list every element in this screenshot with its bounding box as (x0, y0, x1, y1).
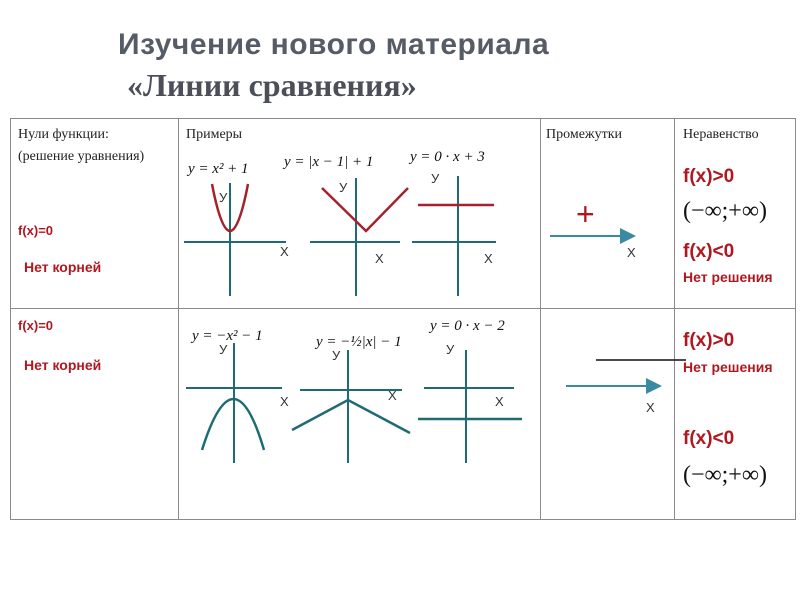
row2-ineq2: f(x)<0 (683, 428, 735, 449)
r1g3-y-label: У (431, 171, 440, 186)
r2g1-y-label: У (219, 342, 228, 357)
header-zeros: Нули функции: (решение уравнения) (18, 127, 145, 164)
row1-ineq2-answer: Нет решения (683, 269, 773, 285)
row2-ineq1: f(x)>0 (683, 330, 735, 351)
r2g2-inverted-v (292, 400, 410, 433)
header-examples: Примеры (186, 127, 243, 142)
comparison-table (10, 118, 796, 520)
row1-formula-1: y = x² + 1 (188, 161, 249, 177)
row1-ineq1-answer: (−∞;+∞) (683, 198, 767, 224)
r1g3-x-label: Х (484, 251, 493, 266)
r2-interval-x-label: Х (646, 400, 655, 415)
r1g2-x-label: Х (375, 251, 384, 266)
row2-result: Нет корней (24, 357, 102, 373)
row2-ineq2-answer: (−∞;+∞) (683, 462, 767, 488)
r2g3-y-label: У (446, 342, 455, 357)
row1-equation: f(x)=0 (18, 223, 54, 238)
r2g1-x-label: Х (280, 394, 289, 409)
r1-interval-x-label: Х (627, 245, 636, 260)
row1-formula-3: y = 0 · x + 3 (410, 149, 485, 165)
r1g2-v-shape (322, 188, 408, 231)
row1-formula-2: y = |x − 1| + 1 (284, 154, 374, 170)
row2-ineq1-answer: Нет решения (683, 359, 773, 375)
row1-ineq2: f(x)<0 (683, 241, 735, 262)
graphs-layer (10, 118, 796, 520)
row2-formula-3: y = 0 · x − 2 (430, 318, 505, 334)
r1g1-y-label: У (219, 190, 228, 205)
header-intervals: Промежутки (546, 127, 623, 142)
row2-formula-1: y = −x² − 1 (192, 328, 263, 344)
row1-result: Нет корней (24, 259, 102, 275)
r2g2-y-label: У (332, 348, 341, 363)
row2-equation: f(x)=0 (18, 318, 54, 333)
row2-formula-2: y = −½|x| − 1 (316, 334, 402, 350)
header-inequality: Неравенство (683, 127, 759, 142)
slide-title: Изучение нового материала (118, 28, 550, 61)
r2g3-x-label: Х (495, 394, 504, 409)
r1g1-x-label: Х (280, 244, 289, 259)
row1-ineq1: f(x)>0 (683, 166, 735, 187)
r2g2-x-label: Х (388, 388, 397, 403)
slide-subtitle: «Линии сравнения» (127, 67, 417, 103)
row1-sign: + (576, 196, 595, 232)
r1g2-y-label: У (339, 180, 348, 195)
